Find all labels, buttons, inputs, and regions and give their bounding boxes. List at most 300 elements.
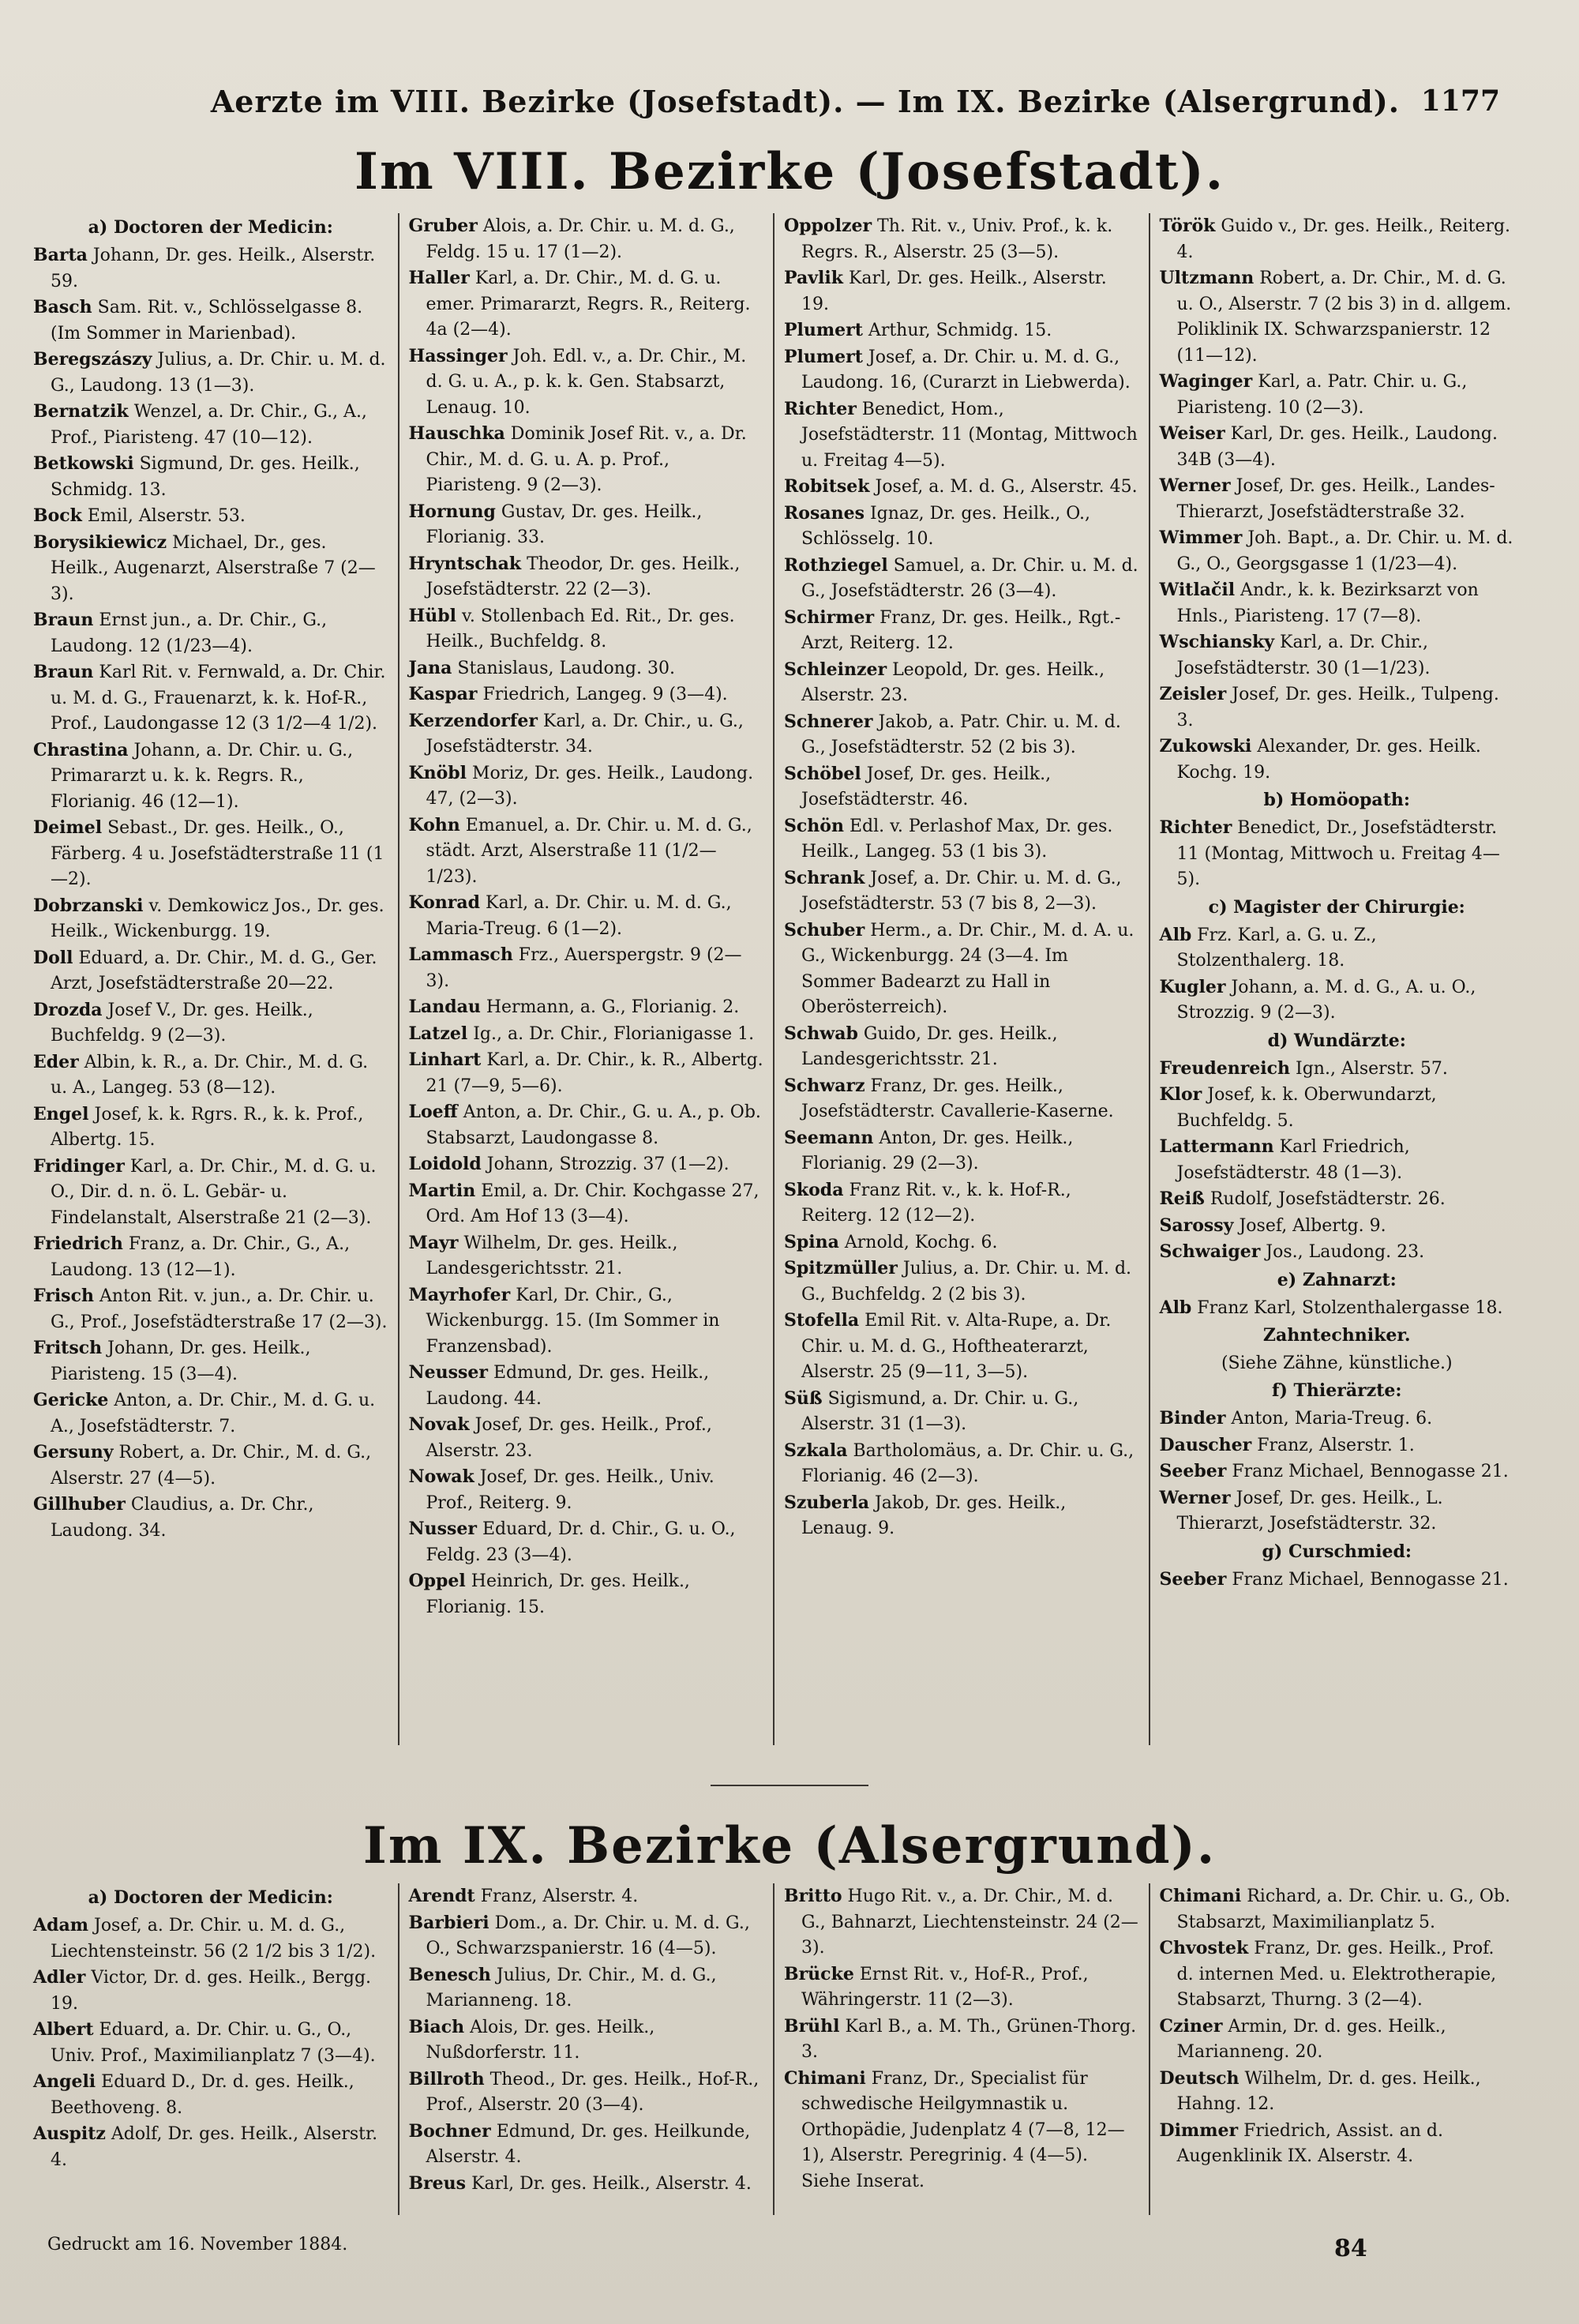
directory-entry [1160, 1406, 1515, 1432]
entry-surname: Wimmer [1159, 527, 1243, 548]
entry-surname: Rothziegel [784, 554, 888, 576]
entry-details: Frz., Auerspergstr. 9 (2—3). [426, 945, 742, 991]
entry-surname: Knöbl [408, 762, 467, 783]
entry-details: Richard, a. Dr. Chir. u. G., Ob. Stabsarzt, Maximilianplatz 5. [1176, 1887, 1511, 1932]
entry-details: Robert, a. Dr. Chir., M. d. G., Alserstr. 27 (4—5). [51, 1443, 372, 1489]
entry-surname: Auspitz [33, 2123, 106, 2144]
category-heading: f) Thierärzte: [1272, 1380, 1402, 1401]
entry-surname: Nusser [408, 1519, 477, 1539]
entry-surname: Schwab [784, 1023, 858, 1044]
entry-surname: Schuber [784, 919, 865, 940]
section-divider [711, 1785, 868, 1786]
entry-details: Wenzel, a. Dr. Chir., G., A., Prof., Piaristeng. 47 (10—12). [51, 402, 367, 448]
directory-entry [33, 1231, 388, 1283]
entry-details: Anton, Maria-Treug. 6. [1225, 1409, 1433, 1429]
directory-entry [33, 451, 388, 503]
print-date: Gedruckt am 16. November 1884. [47, 2235, 348, 2255]
directory-entry [1160, 974, 1515, 1027]
directory-entry [409, 760, 764, 813]
directory-entry [409, 213, 764, 265]
entry-surname: Oppolzer [784, 216, 872, 236]
directory-entry [33, 295, 388, 347]
directory-entry [784, 553, 1139, 605]
entry-details: Julius, a. Dr. Chir. u. M. d. G., Laudong. 13 (1—3). [51, 350, 386, 396]
entry-details: Dom., a. Dr. Chir. u. M. d. G., O., Schwarzspanierstr. 16 (4—5). [426, 1913, 750, 1958]
directory-entry [409, 1568, 764, 1620]
entry-surname: Bernatzik [33, 401, 129, 422]
directory-entry [784, 1386, 1139, 1438]
entry-details: Jakob, a. Patr. Chir. u. M. d. G., Josefstädterstr. 52 (2 bis 3). [801, 711, 1121, 757]
entry-details: Ign., Alserstr. 57. [1290, 1058, 1448, 1079]
entry-details: Franz, Dr. ges. Heilk., Josefstädterstr. Cavallerie-Kaserne. [801, 1076, 1114, 1121]
entry-surname: Martin [408, 1180, 476, 1201]
entry-surname: Breus [408, 2172, 467, 2194]
entry-surname: Doll [33, 947, 73, 968]
entry-surname: Barta [33, 245, 88, 265]
entry-details: Karl, Dr. Chir., G., Wickenburgg. 15. (Im Sommer in Franzensbad). [426, 1285, 720, 1357]
entry-details: Guido v., Dr. ges. Heilk., Reiterg. 4. [1176, 216, 1511, 262]
entry-details: Claudius, a. Dr. Chr., Laudong. 34. [51, 1495, 314, 1541]
directory-entry [33, 503, 388, 530]
directory-entry [33, 242, 388, 295]
directory-entry [1160, 1432, 1515, 1459]
entry-surname: Konrad [408, 892, 481, 913]
entry-details: Alois, Dr. ges. Heilk., Nußdorferstr. 11. [426, 2017, 655, 2063]
entry-details: Herm., a. Dr. Chir., M. d. A. u. G., Wickenburgg. 24 (3—4. Im Sommer Badearzt zu Hall in Oberösterreich). [801, 920, 1135, 1017]
entry-surname: Waginger [1159, 371, 1253, 392]
directory-entry [784, 709, 1139, 761]
entry-details: Emil, Alserstr. 53. [81, 506, 246, 526]
entry-surname: Schwarz [784, 1075, 865, 1096]
directory-entry [409, 1464, 764, 1516]
entry-details: Johann, a. Dr. Chir. u. G., Primararzt u. k. k. Regrs. R., Florianig. 46 (12—1). [51, 740, 354, 812]
entry-surname: Haller [408, 268, 470, 288]
directory-entry [33, 1492, 388, 1544]
directory-entry [784, 501, 1139, 553]
entry-details: Armin, Dr. d. ges. Heilk., Marianneng. 20. [1176, 2016, 1446, 2062]
entry-details: Gustav, Dr. ges. Heilk., Florianig. 33. [426, 501, 703, 547]
directory-entry [784, 1308, 1139, 1386]
entry-surname: Wschiansky [1159, 632, 1275, 652]
directory-entry [784, 317, 1139, 344]
entry-surname: Witlačil [1159, 580, 1236, 600]
entry-details: Emanuel, a. Dr. Chir. u. M. d. G., städt. Arzt, Alserstraße 11 (1/2—1/23). [426, 815, 752, 887]
entry-surname: Binder [1159, 1408, 1226, 1429]
entry-surname: Albert [33, 2019, 94, 2040]
directory-entry [33, 1913, 388, 1965]
entry-details: Anton Rit. v. jun., a. Dr. Chir. u. G., Prof., Josefstädterstraße 17 (2—3). [51, 1286, 388, 1332]
entry-details: Franz Michael, Bennogasse 21. [1226, 1569, 1509, 1590]
entry-details: Franz, Dr. ges. Heilk., Prof. d. internen Med. u. Elektrotherapie, Stabsarzt, Thurng. 3 (2—4). [1176, 1939, 1497, 2010]
directory-entry [409, 655, 764, 682]
entry-surname: Braun [33, 610, 94, 630]
directory-entry [784, 344, 1139, 396]
directory-entry [1160, 2066, 1515, 2118]
entry-details: Theod., Dr. ges. Heilk., Hof-R., Prof., Alserstr. 20 (3—4). [426, 2069, 759, 2115]
directory-entry [1160, 2118, 1515, 2170]
entry-details: Sigmund, Dr. ges. Heilk., Schmidg. 13. [51, 454, 360, 500]
directory-entry [1160, 1082, 1515, 1134]
entry-details: Karl, Dr. ges. Heilk., Alserstr. 19. [801, 268, 1107, 314]
directory-entry [1160, 1295, 1515, 1322]
entry-surname: Spitzmüller [784, 1258, 898, 1278]
entry-surname: Deimel [33, 817, 103, 838]
entry-surname: Alb [1159, 1297, 1192, 1318]
entry-surname: Richter [1159, 817, 1232, 838]
entry-details: Emil, a. Dr. Chir. Kochgasse 27, Ord. Am Hof 13 (3—4). [426, 1181, 759, 1226]
section-title-ix: Im IX. Bezirke (Alsergrund). [362, 1816, 1217, 1875]
entry-surname: Neusser [408, 1362, 488, 1383]
entry-surname: Britto [784, 1886, 842, 1906]
entry-details: Bartholomäus, a. Dr. Chir. u. G., Florianig. 46 (2—3). [801, 1440, 1135, 1486]
entry-surname: Chimani [1159, 1886, 1242, 1906]
entry-details: Karl, a. Patr. Chir. u. G., Piaristeng. 10 (2—3). [1176, 372, 1468, 418]
entry-surname: Reiß [1159, 1188, 1205, 1209]
entry-surname: Nowak [408, 1466, 474, 1487]
entry-surname: Schnerer [784, 711, 873, 732]
entry-surname: Török [1159, 216, 1216, 236]
entry-surname: Chvostek [1159, 1938, 1249, 1958]
entry-surname: Ultzmann [1159, 268, 1255, 288]
entry-details: Robert, a. Dr. Chir., M. d. G. u. O., Alserstr. 7 (2 bis 3) in d. allgem. Poliklinik IX. Schwarzspanierstr. 12 (11—12). [1176, 268, 1512, 366]
directory-entry [1160, 1056, 1515, 1083]
entry-surname: Chimani [784, 2067, 866, 2089]
entry-details: Ernst Rit. v., Hof-R., Prof., Währingerstr. 11 (2—3). [801, 1964, 1089, 2010]
entry-surname: Richter [784, 398, 857, 419]
entry-surname: Szkala [784, 1440, 848, 1461]
section-ix-col-1 [24, 1883, 399, 2215]
section-viii-col-1 [24, 213, 399, 1745]
entry-details: Michael, Dr., ges. Heilk., Augenarzt, Alserstraße 7 (2—3). [51, 532, 376, 604]
directory-entry [33, 997, 388, 1049]
section-title-viii: Im VIII. Bezirke (Josefstadt). [354, 142, 1225, 201]
entry-surname: Freudenreich [1159, 1057, 1291, 1079]
directory-entry [1160, 1935, 1515, 2014]
entry-surname: Schleinzer [784, 659, 887, 680]
entry-details: Johann, Strozzig. 37 (1—2). [481, 1154, 729, 1174]
entry-surname: Fritsch [33, 1338, 103, 1358]
entry-surname: Chrastina [33, 739, 129, 760]
entry-details: Samuel, a. Dr. Chir. u. M. d. G., Josefstädterstr. 26 (3—4). [801, 555, 1138, 601]
entry-details: Johann, Dr. ges. Heilk., Alserstr. 59. [51, 246, 376, 291]
directory-entry [784, 1073, 1139, 1125]
entry-surname: Latzel [408, 1023, 468, 1044]
entry-details: Eduard, a. Dr. Chir., M. d. G., Ger. Arzt, Josefstädterstraße 20—22. [51, 948, 377, 993]
entry-surname: Dauscher [1159, 1434, 1252, 1455]
entry-details: Josef, Albertg. 9. [1233, 1215, 1386, 1236]
entry-details: Karl B., a. M. Th., Grünen-Thorg. 3. [801, 2016, 1137, 2062]
entry-details: Edmund, Dr. ges. Heilkunde, Alserstr. 4. [426, 2121, 751, 2167]
directory-entry [409, 942, 764, 994]
entry-surname: Kaspar [408, 684, 478, 704]
directory-entry [1160, 815, 1515, 893]
entry-details: Josef, Dr. ges. Heilk., Josefstädterstr. 46. [801, 764, 1052, 809]
entry-surname: Mayr [408, 1232, 459, 1253]
entry-details: Johann, Dr. ges. Heilk., Piaristeng. 15 (3—4). [51, 1338, 311, 1384]
entry-surname: Werner [1159, 1487, 1231, 1508]
directory-entry [784, 1883, 1139, 1962]
entry-surname: Klor [1159, 1084, 1202, 1105]
entry-details: Ignaz, Dr. ges. Heilk., O., Schlösselg. 10. [801, 503, 1091, 549]
directory-entry [409, 421, 764, 499]
entry-surname: Arendt [408, 1886, 475, 1906]
entry-surname: Zeisler [1159, 684, 1227, 704]
directory-entry [33, 1387, 388, 1440]
entry-details: Sigismund, a. Dr. Chir. u. G., Alserstr. 31 (1—3). [801, 1388, 1079, 1434]
entry-surname: Gruber [408, 216, 478, 236]
entry-surname: Friedrich [33, 1233, 123, 1254]
entry-surname: Stofella [784, 1310, 860, 1331]
entry-surname: Braun [33, 662, 94, 682]
directory-entry [33, 893, 388, 945]
directory-entry [33, 815, 388, 893]
directory-entry [409, 1099, 764, 1151]
category-note: (Siehe Zähne, künstliche.) [1221, 1353, 1453, 1373]
entry-details: Franz Karl, Stolzenthalergasse 18. [1191, 1297, 1503, 1318]
entry-surname: Gersuny [33, 1442, 114, 1462]
entry-details: Andr., k. k. Bezirksarzt von Hnls., Piaristeng. 17 (7—8). [1176, 580, 1479, 626]
directory-entry [1160, 1239, 1515, 1266]
category-heading: e) Zahnarzt: [1277, 1269, 1397, 1290]
entry-surname: Linhart [408, 1049, 482, 1070]
entry-details: Theodor, Dr. ges. Heilk., Josefstädterstr. 22 (2—3). [426, 554, 741, 599]
directory-entry [1160, 1485, 1515, 1537]
entry-details: Moriz, Dr. ges. Heilk., Laudong. 47, (2—3). [426, 763, 754, 809]
entry-details: Josef, Dr. ges. Heilk., Univ. Prof., Reiterg. 9. [426, 1467, 714, 1513]
directory-entry [33, 2121, 388, 2173]
section-viii-col-2 [399, 213, 775, 1745]
entry-details: Victor, Dr. d. ges. Heilk., Bergg. 19. [51, 1968, 372, 2014]
directory-entry [409, 2014, 764, 2067]
entry-surname: Hauschka [408, 423, 505, 444]
entry-details: Wilhelm, Dr. d. ges. Heilk., Hahng. 12. [1176, 2068, 1481, 2114]
category-heading: Zahntechniker. [1262, 1325, 1411, 1346]
entry-surname: Sarossy [1159, 1215, 1234, 1236]
entry-details: Johann, a. M. d. G., A. u. O., Strozzig. 9 (2—3). [1176, 977, 1476, 1023]
directory-entry [1160, 265, 1515, 369]
entry-surname: Dobrzanski [33, 895, 144, 916]
entry-details: Jos., Laudong. 23. [1260, 1242, 1425, 1262]
directory-entry [784, 865, 1139, 918]
directory-entry [1160, 1213, 1515, 1240]
directory-entry [409, 1230, 764, 1282]
directory-entry [409, 2067, 764, 2119]
directory-entry [1160, 734, 1515, 786]
entry-details: Alexander, Dr. ges. Heilk. Kochg. 19. [1176, 737, 1481, 783]
directory-entry [784, 2066, 1139, 2195]
directory-entry [409, 499, 764, 551]
entry-details: Franz, a. Dr. Chir., G., A., Laudong. 13 (12—1). [51, 1234, 351, 1280]
directory-entry [1160, 1134, 1515, 1186]
directory-entry [409, 1910, 764, 1962]
entry-surname: Hübl [408, 605, 457, 626]
entry-surname: Robitsek [784, 476, 870, 497]
entry-details: Dominik Josef Rit. v., a. Dr. Chir., M. d. G. u. A. p. Prof., Piaristeng. 9 (2—3). [426, 424, 747, 495]
entry-details: Karl, a. Dr. Chir., k. R., Albertg. 21 (7—9, 5—6). [426, 1050, 763, 1096]
directory-entry [409, 708, 764, 760]
directory-entry [33, 1335, 388, 1387]
entry-details: Josef, a. Dr. Chir. u. M. d. G., Liechtensteinstr. 56 (2 1/2 bis 3 1/2). [51, 1916, 377, 1962]
entry-details: Ernst jun., a. Dr. Chir., G., Laudong. 12 (1/23—4). [51, 610, 328, 656]
entry-surname: Skoda [784, 1179, 844, 1200]
directory-entry [33, 2017, 388, 2069]
directory-entry [784, 474, 1139, 501]
directory-entry [33, 1102, 388, 1154]
directory-entry [409, 1151, 764, 1178]
entry-surname: Spina [784, 1231, 839, 1252]
entry-surname: Kugler [1159, 976, 1226, 997]
entry-surname: Seeber [1159, 1568, 1227, 1590]
directory-entry [784, 1125, 1139, 1177]
entry-surname: Schöbel [784, 763, 861, 784]
category-heading: b) Homöopath: [1263, 790, 1410, 810]
entry-surname: Eder [33, 1051, 79, 1072]
directory-entry [784, 813, 1139, 865]
entry-surname: Drozda [33, 999, 103, 1020]
directory-entry [1160, 213, 1515, 265]
directory-entry [409, 603, 764, 655]
entry-surname: Basch [33, 297, 92, 317]
entry-details: Guido, Dr. ges. Heilk., Landesgerichtsstr. 21. [801, 1023, 1058, 1069]
entry-surname: Plumert [784, 346, 863, 367]
entry-surname: Brücke [784, 1963, 854, 1984]
entry-surname: Werner [1159, 475, 1231, 496]
directory-entry [1160, 1459, 1515, 1485]
entry-details: Eduard D., Dr. d. ges. Heilk., Beethoveng. 8. [51, 2072, 354, 2118]
entry-surname: Dimmer [1159, 2119, 1239, 2141]
entry-details: Josef, a. Dr. Chir. u. M. d. G., Laudong. 16, (Curarzt in Liebwerda). [801, 347, 1131, 392]
directory-entry [409, 1516, 764, 1568]
entry-surname: Schön [784, 815, 844, 836]
entry-details: Emil Rit. v. Alta-Rupe, a. Dr. Chir. u. M. d. G., Hoftheaterarzt, Alserstr. 25 (9—11, 3—5). [801, 1311, 1112, 1382]
entry-surname: Gericke [33, 1390, 109, 1410]
directory-entry [784, 396, 1139, 475]
entry-surname: Brühl [784, 2015, 840, 2037]
entry-details: Hermann, a. G., Florianig. 2. [480, 997, 740, 1017]
entry-surname: Benesch [408, 1964, 491, 1985]
directory-entry [784, 1490, 1139, 1542]
directory-entry [409, 890, 764, 942]
entry-surname: Oppel [408, 1571, 466, 1591]
entry-details: Karl, a. Dr. Chir., u. G., Josefstädterstr. 34. [426, 711, 744, 757]
directory-entry [409, 994, 764, 1021]
directory-entry [409, 1178, 764, 1230]
entry-surname: Angeli [33, 2071, 96, 2092]
entry-surname: Zukowski [1159, 736, 1252, 757]
entry-details: Karl, Dr. ges. Heilk., Alserstr. 4. [466, 2173, 752, 2194]
entry-surname: Deutsch [1159, 2067, 1240, 2089]
entry-surname: Lattermann [1159, 1136, 1274, 1157]
entry-details: Jakob, Dr. ges. Heilk., Lenaug. 9. [801, 1492, 1067, 1538]
directory-entry [409, 2171, 764, 2198]
directory-entry [784, 1438, 1139, 1490]
entry-surname: Landau [408, 997, 481, 1017]
directory-entry [409, 1282, 764, 1361]
entry-details: Karl, a. Dr. Chir. u. M. d. G., Maria-Treug. 6 (1—2). [426, 893, 732, 939]
directory-entry [409, 1412, 764, 1464]
entry-surname: Bock [33, 505, 82, 526]
entry-details: Josef, k. k. Rgrs. R., k. k. Prof., Albertg. 15. [51, 1104, 364, 1150]
directory-entry [33, 2069, 388, 2121]
entry-surname: Adam [33, 1915, 88, 1935]
directory-entry [784, 761, 1139, 813]
entry-details: Josef, Dr. ges. Heilk., L. Thierarzt, Josefstädterstr. 32. [1176, 1488, 1443, 1534]
directory-entry [784, 1256, 1139, 1308]
directory-entry [409, 681, 764, 708]
entry-details: v. Demkowicz Jos., Dr. ges. Heilk., Wickenburgg. 19. [51, 895, 384, 941]
directory-entry [33, 659, 388, 738]
entry-details: Benedict, Dr., Josefstädterstr. 11 (Montag, Mittwoch u. Freitag 4—5). [1176, 818, 1500, 889]
entry-details: Julius, a. Dr. Chir. u. M. d. G., Buchfeldg. 2 (2 bis 3). [801, 1259, 1132, 1305]
entry-details: Friedrich, Assist. an d. Augenklinik IX. Alserstr. 4. [1176, 2120, 1444, 2166]
directory-entry [1160, 577, 1515, 629]
entry-surname: Kerzendorfer [408, 710, 538, 731]
entry-details: Franz, Dr., Specialist für schwedische Heilgymnastik u. Orthopädie, Judenplatz 4 (7—8, 12—1), Alserstr. Peregrinig. 4 (4—5). Siehe Inserat. [801, 2068, 1125, 2191]
section-ix-col-3 [774, 1883, 1150, 2215]
entry-details: Wilhelm, Dr. ges. Heilk., Landesgerichtsstr. 21. [426, 1233, 678, 1278]
category-heading: c) Magister der Chirurgie: [1208, 896, 1465, 918]
entry-details: Joh. Edl. v., a. Dr. Chir., M. d. G. u. A., p. k. k. Gen. Stabsarzt, Lenaug. 10. [426, 346, 747, 418]
section-ix-columns [24, 1883, 1524, 2215]
page-number: 1177 [1420, 84, 1500, 118]
entry-details: Benedict, Hom., Josefstädterstr. 11 (Montag, Mittwoch u. Freitag 4—5). [801, 399, 1138, 471]
entry-details: v. Stollenbach Ed. Rit., Dr. ges. Heilk., Buchfeldg. 8. [426, 606, 735, 651]
entry-details: Th. Rit. v., Univ. Prof., k. k. Regrs. R., Alserstr. 25 (3—5). [801, 216, 1113, 262]
entry-surname: Pavlik [784, 268, 843, 288]
entry-details: Josef, Dr. ges. Heilk., Landes-Thierarzt, Josefstädterstraße 32. [1176, 476, 1495, 522]
directory-entry [784, 1021, 1139, 1073]
directory-entry [33, 1049, 388, 1102]
directory-entry [784, 918, 1139, 1021]
directory-entry [33, 945, 388, 997]
entry-surname: Hornung [408, 501, 496, 522]
section-viii-columns [24, 213, 1524, 1745]
entry-details: Anton, Dr. ges. Heilk., Florianig. 29 (2—3). [801, 1128, 1074, 1173]
directory-entry [33, 1283, 388, 1335]
directory-entry [409, 2119, 764, 2171]
entry-surname: Mayrhofer [408, 1284, 511, 1305]
directory-entry [409, 1021, 764, 1048]
entry-details: Josef, a. M. d. G., Alserstr. 45. [869, 477, 1138, 497]
directory-entry [33, 399, 388, 451]
directory-entry [784, 2014, 1139, 2066]
directory-entry [1160, 473, 1515, 525]
entry-details: Eduard, a. Dr. Chir. u. G., O., Univ. Prof., Maximilianplatz 7 (3—4). [51, 2020, 376, 2066]
entry-details: Karl Rit. v. Fernwald, a. Dr. Chir. u. M. d. G., Frauenarzt, k. k. Hof-R., Prof., Laudongasse 12 (3 1/2—4 1/2). [51, 663, 386, 734]
entry-surname: Biach [408, 2016, 465, 2037]
directory-entry [1160, 369, 1515, 421]
entry-details: Stanislaus, Laudong. 30. [452, 658, 675, 678]
entry-details: Josef, k. k. Oberwundarzt, Buchfeldg. 5. [1176, 1085, 1437, 1131]
entry-details: Karl Friedrich, Josefstädterstr. 48 (1—3). [1176, 1137, 1410, 1183]
entry-details: Franz, Dr. ges. Heilk., Rgt.-Arzt, Reiterg. 12. [801, 607, 1121, 653]
entry-surname: Schirmer [784, 606, 875, 628]
directory-entry [784, 265, 1139, 317]
entry-details: Hugo Rit. v., a. Dr. Chir., M. d. G., Bahnarzt, Liechtensteinstr. 24 (2—3). [801, 1887, 1138, 1958]
entry-details: Rudolf, Josefstädterstr. 26. [1204, 1189, 1446, 1209]
category-heading: g) Curschmied: [1262, 1541, 1412, 1562]
section-ix-col-2 [399, 1883, 775, 2215]
directory-entry [784, 1962, 1139, 2014]
running-title: Aerzte im VIII. Bezirke (Josefstadt). — Im IX. Bezirke (Alsergrund). [210, 83, 1400, 119]
entry-surname: Gillhuber [33, 1494, 126, 1515]
entry-surname: Loeff [408, 1102, 458, 1122]
entry-surname: Bochner [408, 2120, 491, 2142]
directory-entry [33, 1154, 388, 1232]
directory-entry [409, 265, 764, 344]
entry-details: Alois, a. Dr. Chir. u. M. d. G., Feldg. 15 u. 17 (1—2). [426, 216, 735, 262]
entry-surname: Fridinger [33, 1155, 125, 1177]
